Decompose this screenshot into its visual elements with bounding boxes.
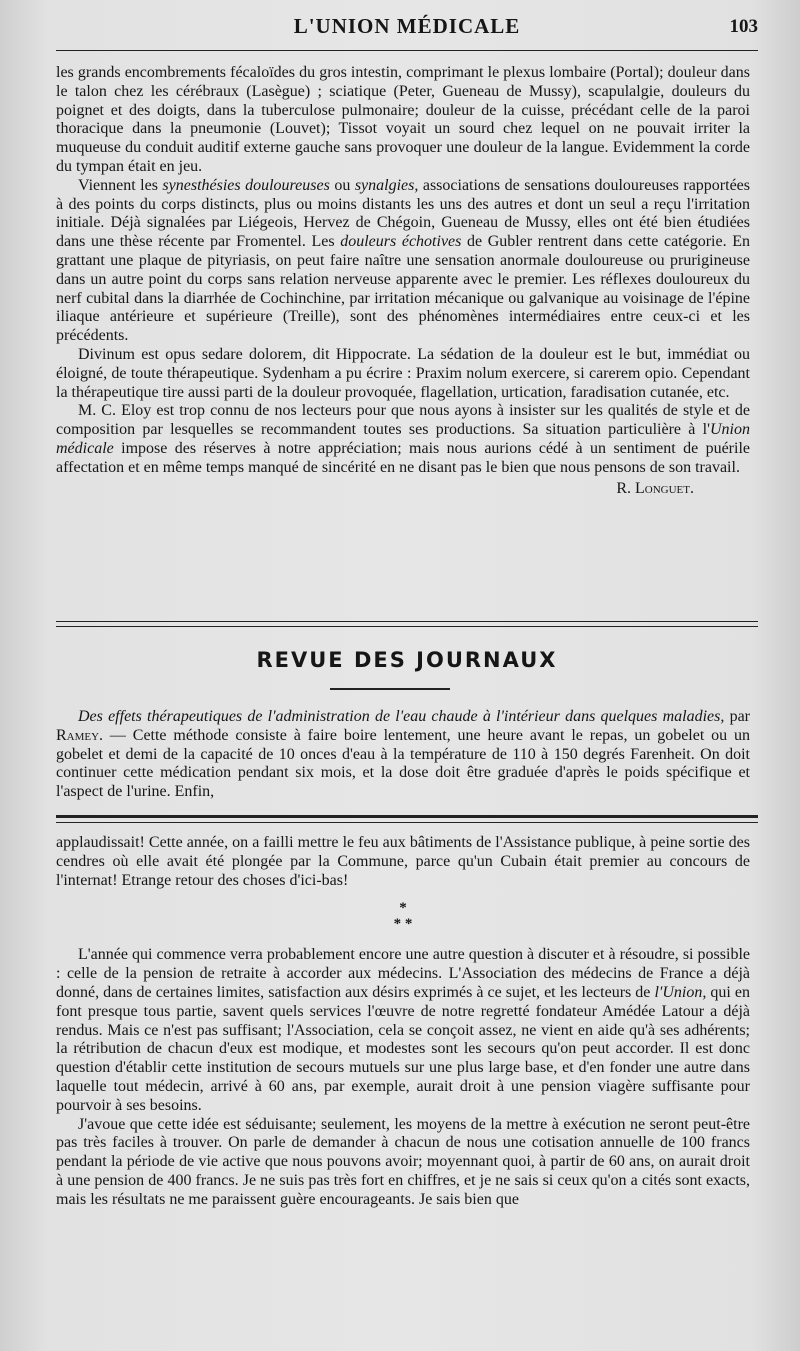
journal-review [56, 708, 750, 802]
article-signature: R. Longuet. [616, 479, 694, 497]
review-title: Des effets thérapeutiques de l'administration de l'eau chaude à l'intérieur dans quelques maladies, [78, 708, 725, 725]
feuilleton [56, 834, 750, 1210]
section-rule-top-2 [56, 626, 758, 627]
page-number: 103 [729, 16, 758, 37]
review-paragraph: Des effets thérapeutiques de l'administration de l'eau chaude à l'intérieur dans quelques maladies, par Ramey. — Cette méthode consiste à faire boire lentement, une heure avant le repas, un gobelet ou un gobelet et demi de la capacité de 10 onces d'eau à la température de 110 à 150 degrés Farenheit. On doit continuer cette médication pendant six mois, et la dose doit être graduée d'après le poids spécifique et l'aspect de l'urine. Enfin, [56, 708, 751, 801]
feuilleton-paragraph-3: J'avoue que cette idée est séduisante; seulement, les moyens de la mettre à exécution ne seront peut-être pas très faciles à trouver. On parle de demander à chacun de nous une cotisation annuelle de 100 francs pendant la période de vie active que nous pouvons avoir; moyennant quoi, à partir de 60 ans, on aurait droit à une pension de 400 francs. Je ne suis pas très fort en chiffres, et je ne sais si ceux qu'on a cités sont exacts, mais les résultats ne me paraissent guère encourageants. Je sais bien que [56, 1115, 750, 1208]
article-paragraph-2: Viennent les synesthésies douloureuses ou synalgies, associations de sensations douloureuses rapportées à des points du corps distincts, plus ou moins distants les uns des autres et dont un seul a reçu l'irritation initiale. Déjà signalées par Liégeois, Hervez de Chégoin, Gueneau de Mussy, elles ont été bien étudiées dans une thèse récente par Fromentel. Les douleurs échotives de Gubler rentrent dans cette catégorie. En grattant une plaque de pityriasis, on peut faire naître une sensation anormale douloureuse ou prurigineuse dans un autre point du corps sans relation nerveuse apparente avec le premier. Les réflexes douloureux du nerf cubital dans la diarrhée de Cochinchine, par irritation mécanique ou galvanique au voisinage de l'épine iliaque antérieure et supérieure (Treille), sont des phénomènes intermédiaires entre ceux-ci et les précédents. [56, 176, 751, 345]
review-author: Ramey. [56, 726, 104, 744]
article-paragraph-4: M. C. Eloy est trop connu de nos lecteurs pour que nous ayons à insister sur les qualités de style et de composition par lesquelles se recommandent toutes ses productions. Sa situation particulière à l'Union médicale impose des réserves à notre appréciation; mais nous aurions cédé à un sentiment de puérile affectation et en même temps manqué de sincérité en ne disant pas le bien que nous pensons de son travail. [56, 402, 750, 476]
section-rule-top-1 [56, 621, 758, 622]
section-title: REVUE DES JOURNAUX [256, 648, 558, 672]
section-title-underline [330, 688, 450, 690]
feuilleton-rule-2 [56, 822, 758, 823]
article-paragraph-1: les grands encombrements fécaloïdes du gros intestin, comprimant le plexus lombaire (Portal); douleur dans le talon chez les cérébraux (Lasègue) ; sciatique (Peter, Gueneau de Mussy), scapulalgie, douleurs du poignet et des doigts, dans la tuberculose pulmonaire; douleur de la cuisse, précédant celle de la paroi thoracique dans la pneumonie (Louvet); Tissot voyait un sourd chez lequel on ne pouvait irriter la muqueuse du conduit auditif externe gauche sans provoquer une douleur de la langue. Evidemment la corde du tympan était en jeu. [56, 64, 750, 175]
running-title: L'UNION MÉDICALE [293, 14, 521, 38]
feuilleton-paragraph-2: L'année qui commence verra probablement encore une autre question à discuter et à résoudre, si possible : celle de la pension de retraite à accorder aux médecins. L'Association des médecins de France a déjà donné, dans de certaines limites, satisfaction aux désirs exprimés à ce sujet, et les lecteurs de l'Union, qui en font presque tous partie, savent quels services l'œuvre de notre regretté fondateur Amédée Latour a déjà rendus. Mais ce n'est pas suffisant; l'Association, cela se conçoit assez, ne vient en aide qu'à ses adhérents; la rétribution de chacun d'eux est modique, et modestes sont les secours qu'on peut accorder. Il est donc question d'établir cette institution de secours mutuels sur une plus large base, et d'en fonder une autre dans laquelle tout médecin, arrivé à 60 ans, par exemple, aurait droit à une pension viagère suffisante pour pourvoir à ses besoins. [56, 946, 751, 1114]
article-continuation [56, 64, 750, 498]
feuilleton-paragraph-1: applaudissait! Cette année, on a failli mettre le feu aux bâtiments de l'Assistance publique, à peine sortie des cendres où elle avait été plongée par la Commune, parce qu'un Cubain était premier au concours de l'internat! Etrange retour des choses d'ici-bas! [56, 834, 750, 889]
article-paragraph-3: Divinum est opus sedare dolorem, dit Hippocrate. La sédation de la douleur est le but, immédiat ou éloigné, de toute thérapeutique. Sydenham a pu écrire : Praxim nolum exercere, si carerem opio. Cependant la thérapeutique tire aussi parti de la douleur provoquée, flagellation, urtication, faradisation cutanée, etc. [56, 345, 750, 401]
feuilleton-rule-1 [56, 815, 758, 818]
asterism: * * * [393, 900, 413, 933]
page-header [56, 8, 758, 44]
header-rule [56, 50, 758, 51]
